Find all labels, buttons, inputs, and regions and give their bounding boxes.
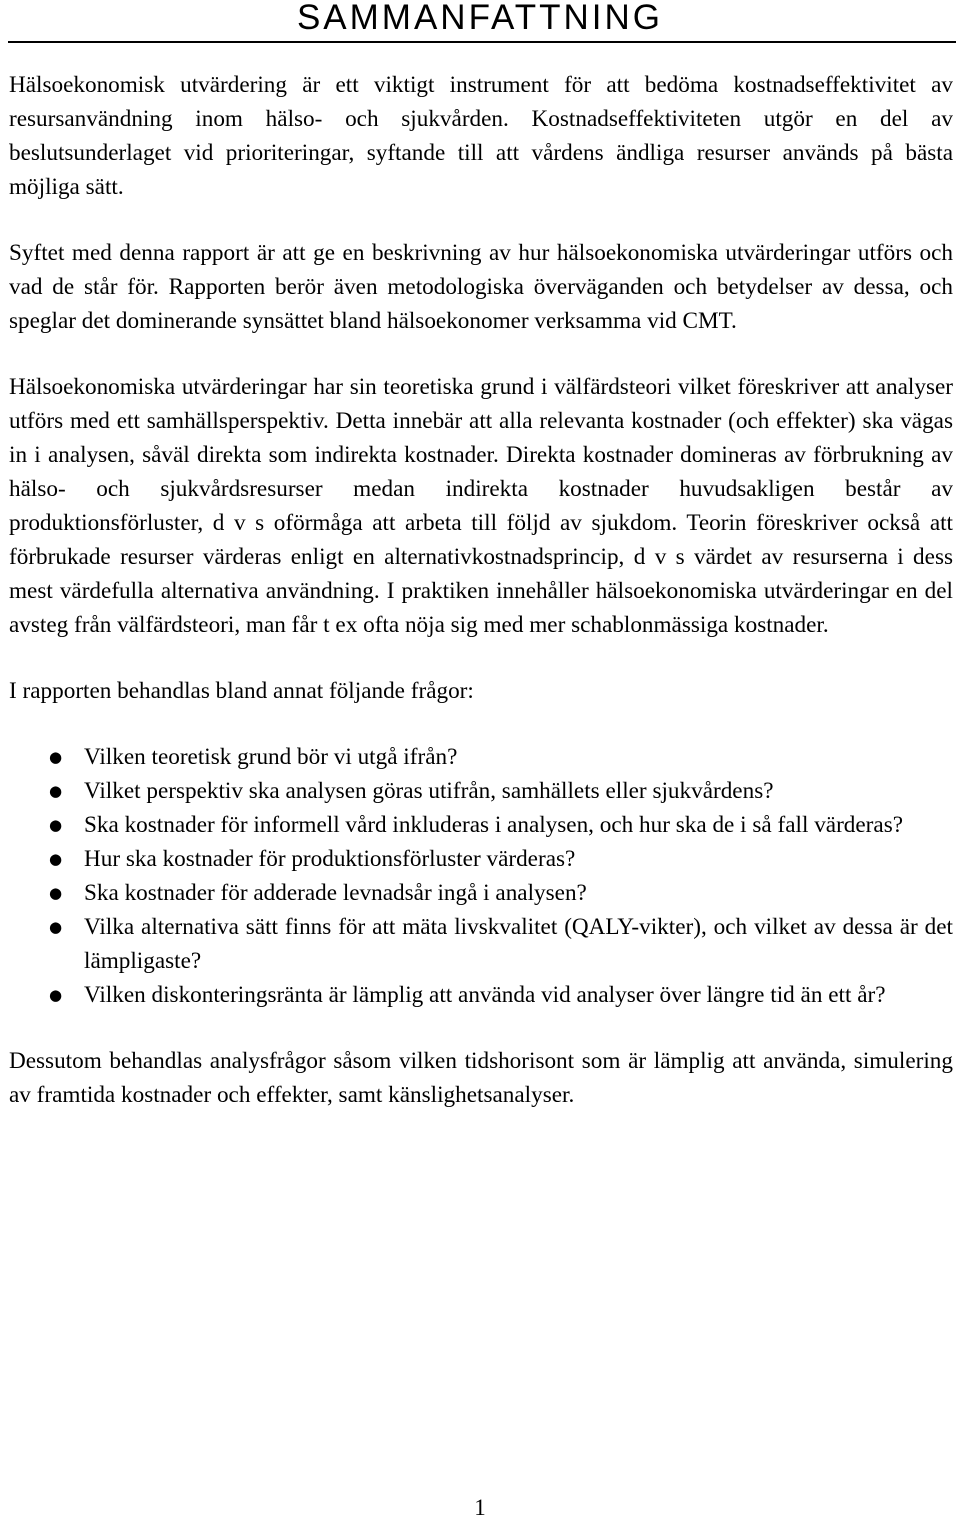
bullet-icon: ● [49, 884, 63, 902]
paragraph-closing: Dessutom behandlas analysfrågor såsom vilken tidshorisont som är lämplig att använda, simulering av framtida kostnader och effekter, samt känslighetsanalyser. [9, 1048, 953, 1108]
list-item-text: Vilket perspektiv ska analysen göras utifrån, samhällets eller sjukvårdens? [84, 778, 774, 804]
paragraph-questions-intro: I rapporten behandlas bland annat följande frågor: [9, 678, 474, 704]
bullet-icon: ● [49, 986, 63, 1004]
list-item-text: Vilka alternativa sätt finns för att mäta livskvalitet (QALY-vikter), och vilket av dessa är det lämpligaste? [84, 914, 953, 974]
questions-list [9, 740, 953, 1012]
document-body [9, 68, 953, 1112]
list-item [9, 808, 953, 842]
page-title: SAMMANFATTNING [296, 0, 664, 37]
paragraph-purpose: Syftet med denna rapport är att ge en beskrivning av hur hälsoekonomiska utvärderingar utförs och vad de står för. Rapporten berör även metodologiska överväganden och betydelser av dessa, och speglar det dominerande synsättet bland hälsoekonomer verksamma vid CMT. [9, 240, 953, 334]
paragraph-intro: Hälsoekonomisk utvärdering är ett viktigt instrument för att bedöma kostnadseffektivitet av resursanvändning inom hälso- och sjukvården. Kostnadseffektiviteten utgör en del av beslutsunderlaget vid prioriteringar, syftande till att vårdens ändliga resurser används på bästa möjliga sätt. [9, 72, 953, 200]
list-item [9, 774, 953, 808]
paragraph-theory: Hälsoekonomiska utvärderingar har sin teoretiska grund i välfärdsteori vilket föreskriver att analyser utförs med ett samhällsperspektiv. Detta innebär att alla relevanta kostnader (och effekter) ska vägas in i analysen, såväl direkta som indirekta kostnader. Direkta kostnader domineras av förbrukning av hälso- och sjukvårdsresurser medan indirekta kostnader huvudsakligen består av produktionsförluster, d v s oförmåga att arbeta till följd av sjukdom. Teorin föreskriver också att förbrukade resurser värderas enligt en alternativkostnadsprincip, d v s värdet av resurserna i dess mest värdefulla alternativa användning. I praktiken innehåller hälsoekonomiska utvärderingar en del avsteg från välfärdsteori, man får t ex ofta nöja sig med mer schablonmässiga kostnader. [9, 374, 953, 638]
bullet-icon: ● [49, 918, 63, 936]
bullet-icon: ● [49, 850, 63, 868]
list-item [9, 910, 953, 978]
list-item [9, 978, 953, 1012]
list-item-text: Vilken diskonteringsränta är lämplig att använda vid analyser över längre tid än ett år? [84, 982, 886, 1008]
list-item [9, 740, 953, 774]
list-item-text: Hur ska kostnader för produktionsförluster värderas? [84, 846, 576, 872]
list-item-text: Ska kostnader för informell vård inkluderas i analysen, och hur ska de i så fall värderas? [84, 812, 904, 838]
bullet-icon: ● [49, 782, 63, 800]
page-number: 1 [474, 1495, 486, 1520]
bullet-icon: ● [49, 816, 63, 834]
list-item [9, 842, 953, 876]
list-item-text: Ska kostnader för adderade levnadsår ingå i analysen? [84, 880, 587, 906]
list-item-text: Vilken teoretisk grund bör vi utgå ifrån? [84, 744, 458, 770]
title-divider [8, 41, 956, 43]
bullet-icon: ● [49, 748, 63, 766]
list-item [9, 876, 953, 910]
